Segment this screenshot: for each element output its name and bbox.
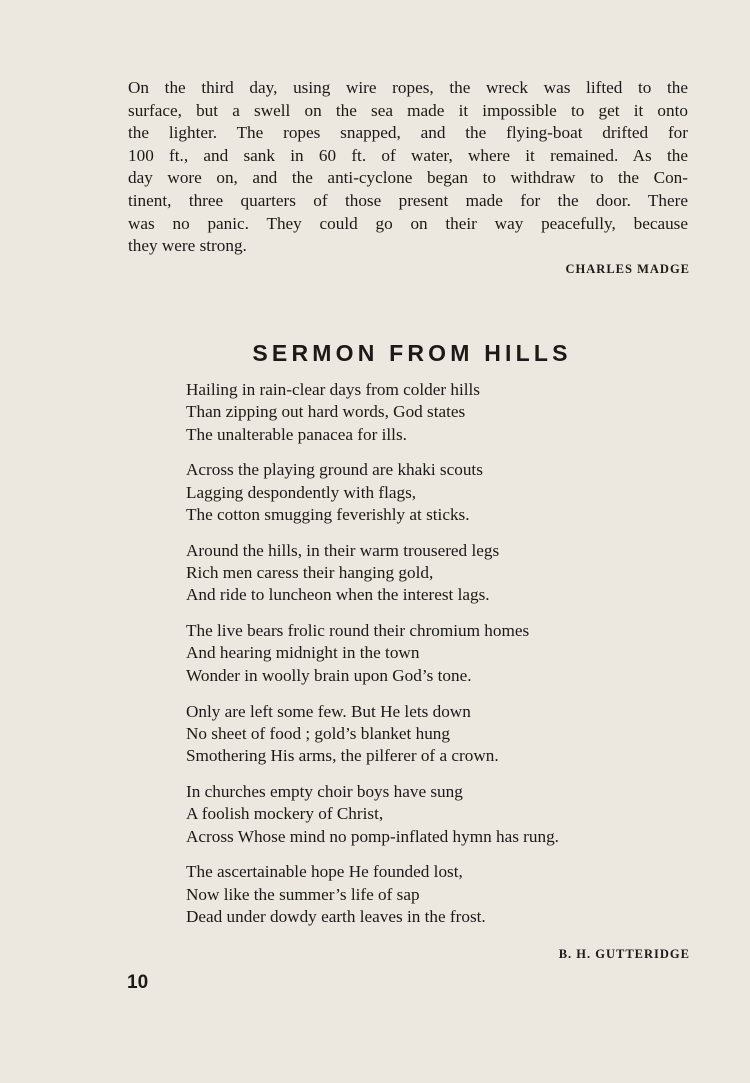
poem-line: The live bears frolic round their chromium homes <box>186 621 530 641</box>
prose-line: On the third day, using wire ropes, the wreck was lifted to the <box>128 78 688 97</box>
poem-line: Smothering His arms, the pilferer of a crown. <box>186 746 499 766</box>
poem-line: And hearing midnight in the town <box>186 643 420 663</box>
poem-line: Across the playing ground are khaki scouts <box>186 460 483 480</box>
author-signature: CHARLES MADGE <box>565 262 690 276</box>
poem-line: Wonder in woolly brain upon God’s tone. <box>186 665 472 685</box>
poem-line: Lagging despondently with flags, <box>186 482 417 502</box>
prose-line: they were strong. <box>128 236 247 256</box>
poet-signature: B. H. GUTTERIDGE <box>558 947 690 961</box>
prose-line: was no panic. They could go on their way peacefully, because <box>128 213 688 233</box>
poem-line: And ride to luncheon when the interest lags. <box>186 585 490 605</box>
poem-line: The unalterable panacea for ills. <box>186 424 407 444</box>
poem-line: Across Whose mind no pomp-inflated hymn has rung. <box>186 826 559 846</box>
poem-line: In churches empty choir boys have sung <box>186 781 463 801</box>
page-number: 10 <box>127 972 149 993</box>
poem-line: Than zipping out hard words, God states <box>186 402 466 422</box>
prose-line: the lighter. The ropes snapped, and the flying-boat drifted for <box>128 123 688 143</box>
poem-stanza <box>186 459 686 526</box>
poem-stanza <box>186 379 686 446</box>
poem-stanza <box>186 781 686 848</box>
poem-stanza <box>186 861 686 928</box>
prose-paragraph <box>128 77 688 258</box>
poem-line: The cotton smugging feverishly at sticks. <box>186 504 470 524</box>
poem-stanza <box>186 701 686 768</box>
poem-title: SERMON FROM HILLS <box>252 340 572 366</box>
poem-stanza <box>186 540 686 607</box>
poem-line: Around the hills, in their warm trousered legs <box>186 540 500 560</box>
poem-line: Hailing in rain-clear days from colder hills <box>186 380 481 399</box>
prose-line: tinent, three quarters of those present made for the door. There <box>128 190 688 210</box>
poem-line: Dead under dowdy earth leaves in the frost. <box>186 906 486 926</box>
poem-body <box>186 379 686 928</box>
poem-stanza <box>186 620 686 687</box>
prose-line: 100 ft., and sank in 60 ft. of water, where it remained. As the <box>128 145 688 165</box>
poem-line: Only are left some few. But He lets down <box>186 701 471 721</box>
poem-line: The ascertainable hope He founded lost, <box>186 862 463 882</box>
prose-line: surface, but a swell on the sea made it impossible to get it onto <box>128 100 688 120</box>
poem-line: No sheet of food ; gold’s blanket hung <box>186 723 450 743</box>
poem-line: Rich men caress their hanging gold, <box>186 563 434 583</box>
poem-line: A foolish mockery of Christ, <box>186 804 384 824</box>
prose-line: day wore on, and the anti-cyclone began to withdraw to the Con- <box>128 168 688 188</box>
poem-line: Now like the summer’s life of sap <box>186 884 420 904</box>
